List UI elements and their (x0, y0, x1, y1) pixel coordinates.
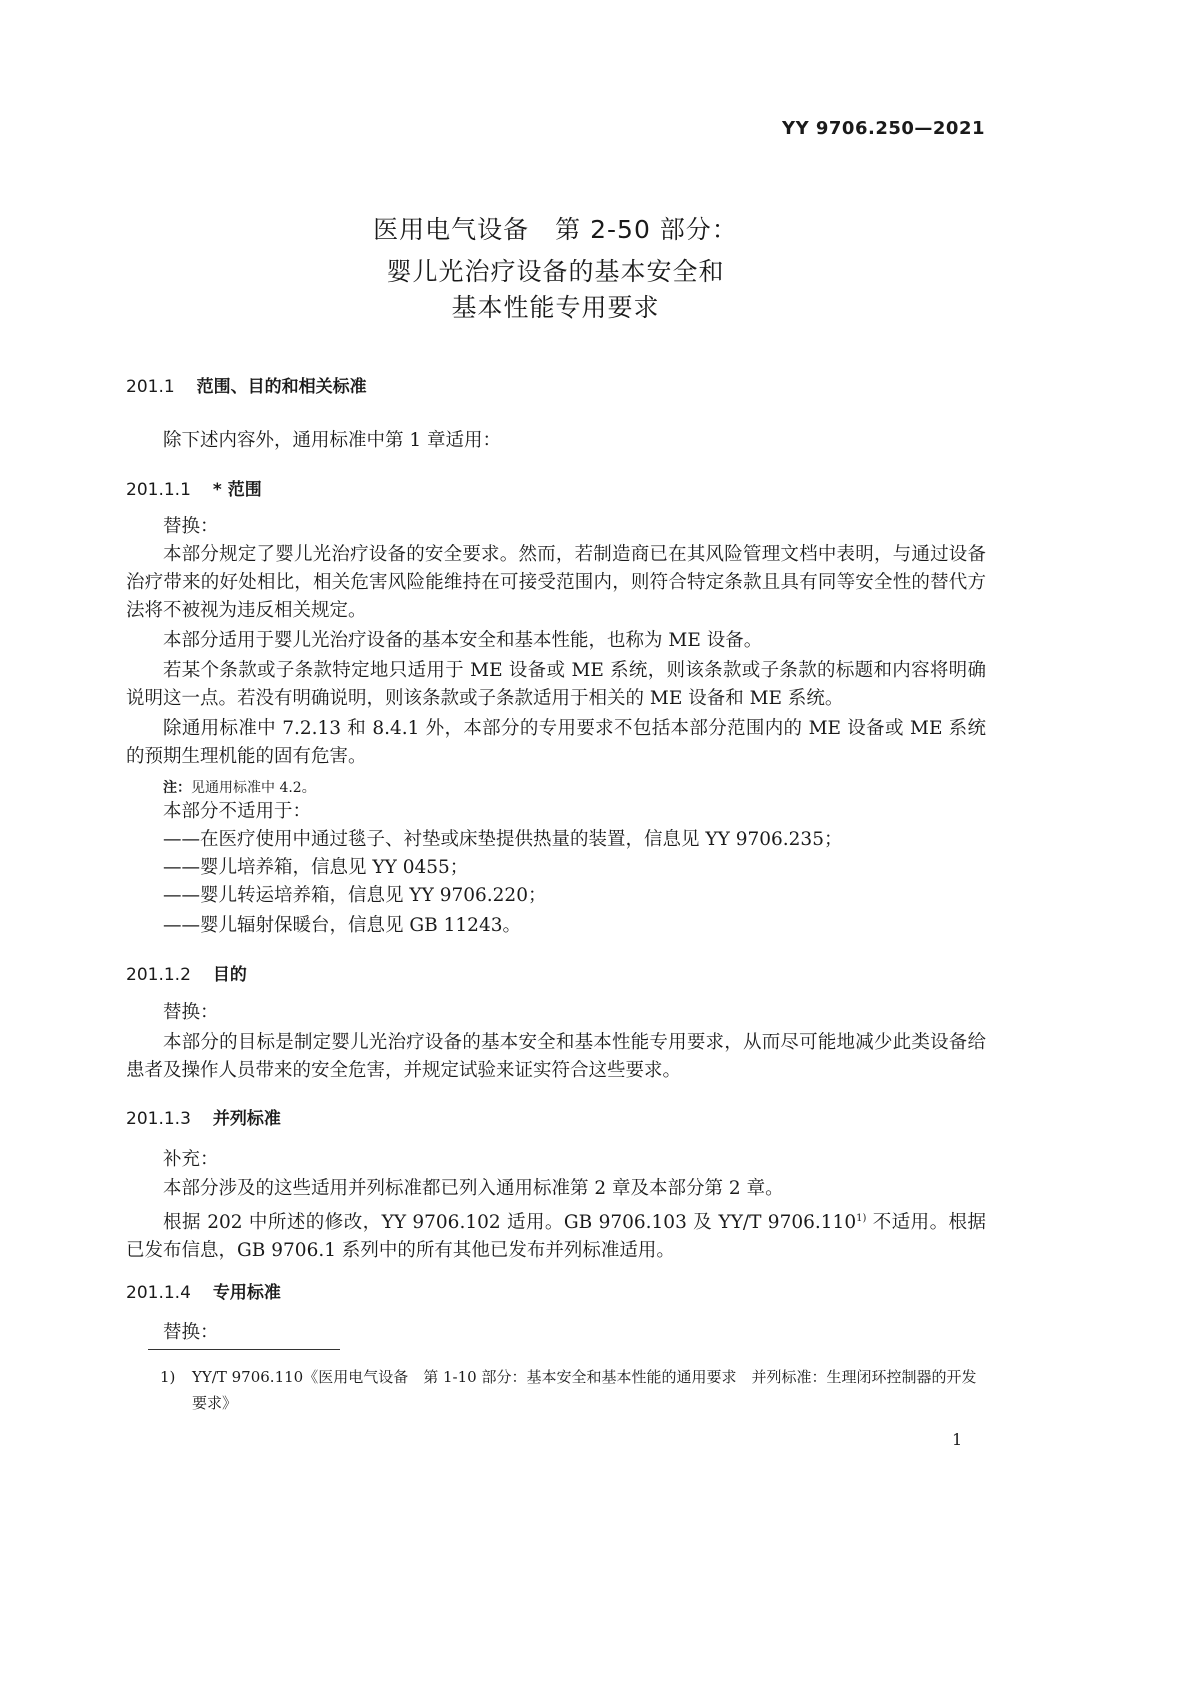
section-number: 201.1.2 (126, 965, 191, 985)
section-heading-201-1 (126, 372, 367, 397)
lead-text: 替换： (163, 1322, 219, 1343)
standard-id-header: YY 9706.250—2021 (782, 118, 985, 139)
list-item: ——婴儿转运培养箱，信息见 YY 9706.220； (163, 885, 547, 906)
paragraph-text: 根据 202 中所述的修改，YY 9706.102 适用。GB 9706.103 及 YY/T 9706.110 (163, 1212, 857, 1234)
note-text: 见通用标准中 4.2。 (191, 780, 316, 796)
list-item: ——婴儿培养箱，信息见 YY 0455； (163, 857, 469, 878)
note (163, 777, 316, 797)
paragraph: 除通用标准中 7.2.13 和 8.4.1 外，本部分的专用要求不包括本部分范围内的 ME 设备或 ME 系统的预期生理机能的固有危害。 (126, 718, 986, 767)
title-line-1: 医用电气设备 第 2-50 部分： (373, 215, 738, 244)
note-label: 注： (163, 780, 191, 796)
section-heading-201-1-3 (126, 1104, 281, 1129)
section-number: 201.1 (126, 377, 175, 397)
paragraph: 本部分的目标是制定婴儿光治疗设备的基本安全和基本性能专用要求，从而尽可能地减少此类设备给患者及操作人员带来的安全危害，并规定试验来证实符合这些要求。 (126, 1032, 986, 1081)
footnote (160, 1364, 986, 1416)
footnote-divider (148, 1349, 340, 1350)
footnote-mark: 1) (160, 1368, 176, 1386)
footnote-ref: 1) (856, 1213, 867, 1224)
page-number: 1 (952, 1430, 963, 1449)
section-title: 并列标准 (212, 1109, 281, 1129)
title-line-3: 基本性能专用要求 (451, 293, 660, 322)
paragraph: 除下述内容外，通用标准中第 1 章适用： (163, 430, 502, 451)
list-item: ——婴儿辐射保暖台，信息见 GB 11243。 (163, 915, 521, 936)
footnote-text: YY/T 9706.110《医用电气设备 第 1-10 部分：基本安全和基本性能的通用要求 并列标准：生理闭环控制器的开发要求》 (192, 1368, 977, 1412)
section-heading-201-1-2 (126, 960, 247, 985)
title-line-2: 婴儿光治疗设备的基本安全和 (386, 257, 725, 286)
section-number: 201.1.1 (126, 480, 191, 500)
section-title: 专用标准 (212, 1283, 281, 1303)
section-number: 201.1.3 (126, 1109, 191, 1129)
section-heading-201-1-1 (126, 475, 262, 500)
paragraph: 本部分涉及的这些适用并列标准都已列入通用标准第 2 章及本部分第 2 章。 (163, 1178, 784, 1199)
paragraph: 若某个条款或子条款特定地只适用于 ME 设备或 ME 系统，则该条款或子条款的标题和内容将明确说明这一点。若没有明确说明，则该条款或子条款适用于相关的 ME 设备和 ME 系统。 (126, 660, 986, 709)
list-item: ——在医疗使用中通过毯子、衬垫或床垫提供热量的装置，信息见 YY 9706.235； (163, 829, 843, 850)
paragraph: 本部分适用于婴儿光治疗设备的基本安全和基本性能，也称为 ME 设备。 (163, 630, 763, 651)
paragraph (126, 1205, 986, 1265)
section-title: 目的 (212, 965, 247, 985)
lead-text: 替换： (163, 1002, 219, 1023)
paragraph: 本部分不适用于： (163, 801, 312, 822)
section-heading-201-1-4 (126, 1278, 281, 1303)
section-title: * 范围 (212, 480, 262, 500)
paragraph-text: 不适用。根据已发布信息，GB 9706.1 系列中的所有其他已发布并列标准适用。 (126, 1212, 986, 1262)
lead-text: 补充： (163, 1149, 219, 1170)
section-title: 范围、目的和相关标准 (196, 377, 367, 397)
lead-text: 替换： (163, 516, 219, 537)
paragraph: 本部分规定了婴儿光治疗设备的安全要求。然而，若制造商已在其风险管理文档中表明，与通过设备治疗带来的好处相比，相关危害风险能维持在可接受范围内，则符合特定条款且具有同等安全性的替代方法将不被视为违反相关规定。 (126, 544, 986, 621)
section-number: 201.1.4 (126, 1283, 191, 1303)
